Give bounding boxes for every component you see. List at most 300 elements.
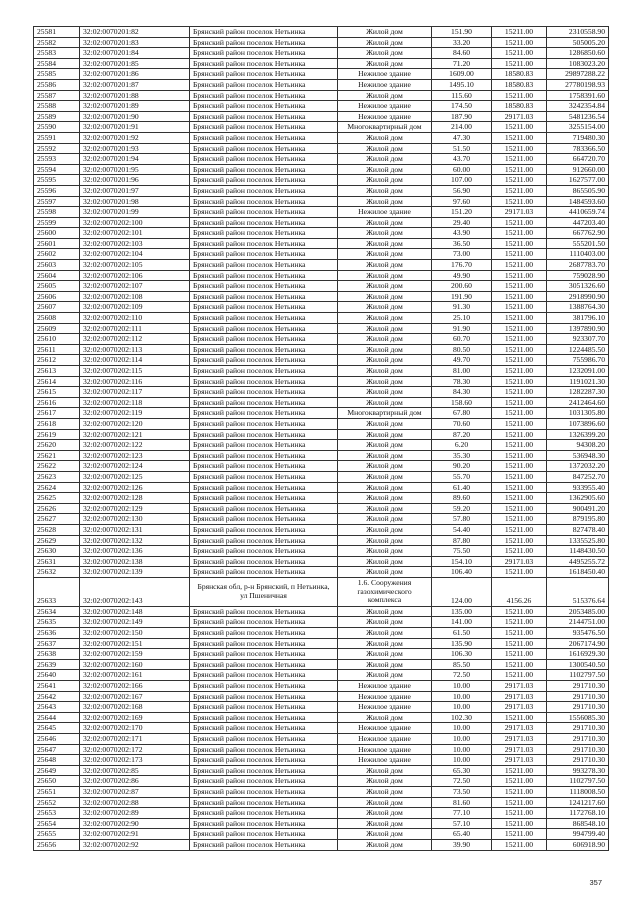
cell-value: 5481236.54 [547,111,609,122]
cell-type: Жилой дом [338,175,432,186]
cell-area: 25.10 [432,313,492,324]
table-row [34,482,609,493]
cell-area: 57.80 [432,514,492,525]
cell-num: 25605 [34,281,80,292]
cell-type: Нежилое здание [338,744,432,755]
cell-addr: Брянский район поселок Нетьинка [190,493,338,504]
table-row [34,154,609,165]
cell-cad: 32:02:0070201:92 [80,132,190,143]
table-row [34,101,609,112]
cell-num: 25627 [34,514,80,525]
cell-rate: 15211.00 [492,249,547,260]
cell-addr: Брянский район поселок Нетьинка [190,755,338,766]
cell-value: 923307.70 [547,334,609,345]
cell-cad: 32:02:0070201:87 [80,79,190,90]
cell-cad: 32:02:0070202:129 [80,503,190,514]
cell-rate: 15211.00 [492,132,547,143]
table-row [34,175,609,186]
cell-area: 61.40 [432,482,492,493]
cell-rate: 15211.00 [492,535,547,546]
cell-rate: 15211.00 [492,546,547,557]
cell-addr: Брянский район поселок Нетьинка [190,482,338,493]
cell-addr: Брянский район поселок Нетьинка [190,37,338,48]
cell-cad: 32:02:0070202:130 [80,514,190,525]
cell-type: Жилой дом [338,196,432,207]
cell-type: Жилой дом [338,366,432,377]
cell-area: 29.40 [432,217,492,228]
cell-rate: 15211.00 [492,270,547,281]
cell-cad: 32:02:0070202:168 [80,702,190,713]
cell-rate: 29171.03 [492,111,547,122]
cell-area: 60.00 [432,164,492,175]
cell-cad: 32:02:0070202:105 [80,260,190,271]
table-row [34,567,609,578]
cell-addr: Брянский район поселок Нетьинка [190,649,338,660]
cell-addr: Брянский район поселок Нетьинка [190,101,338,112]
cell-num: 25649 [34,765,80,776]
cell-num: 25614 [34,376,80,387]
cell-rate: 15211.00 [492,482,547,493]
cell-cad: 32:02:0070202:166 [80,681,190,692]
cell-area: 47.30 [432,132,492,143]
cell-num: 25613 [34,366,80,377]
cell-num: 25587 [34,90,80,101]
cell-rate: 15211.00 [492,567,547,578]
cell-cad: 32:02:0070202:131 [80,524,190,535]
cell-value: 935476.50 [547,628,609,639]
cell-num: 25612 [34,355,80,366]
table-row [34,270,609,281]
cell-rate: 15211.00 [492,776,547,787]
cell-addr: Брянский район поселок Нетьинка [190,471,338,482]
cell-value: 1326399.20 [547,429,609,440]
cell-area: 89.60 [432,493,492,504]
cell-cad: 32:02:0070201:83 [80,37,190,48]
cell-addr: Брянский район поселок Нетьинка [190,440,338,451]
cell-rate: 15211.00 [492,514,547,525]
cell-cad: 32:02:0070202:119 [80,408,190,419]
cell-num: 25653 [34,808,80,819]
cell-area: 59.20 [432,503,492,514]
table-row [34,58,609,69]
cell-value: 1224485.50 [547,344,609,355]
cell-type: Нежилое здание [338,681,432,692]
cell-num: 25588 [34,101,80,112]
table-row [34,376,609,387]
cell-num: 25598 [34,207,80,218]
cell-addr: Брянский район поселок Нетьинка [190,567,338,578]
table-row [34,366,609,377]
cell-value: 3255154.00 [547,122,609,133]
cell-value: 291710.30 [547,744,609,755]
cell-num: 25654 [34,818,80,829]
cell-type: Жилой дом [338,839,432,850]
cell-area: 71.20 [432,58,492,69]
cell-addr: Брянский район поселок Нетьинка [190,302,338,313]
cell-rate: 15211.00 [492,839,547,850]
cell-value: 536948.30 [547,450,609,461]
cell-num: 25622 [34,461,80,472]
cell-area: 65.40 [432,829,492,840]
cell-cad: 32:02:0070202:106 [80,270,190,281]
cell-cad: 32:02:0070201:86 [80,69,190,80]
cell-value: 555201.50 [547,238,609,249]
cell-type: Жилой дом [338,617,432,628]
cell-value: 3242354.84 [547,101,609,112]
table-row [34,755,609,766]
cell-type: Жилой дом [338,797,432,808]
cell-type: Жилой дом [338,334,432,345]
cell-num: 25644 [34,712,80,723]
table-row [34,606,609,617]
cell-cad: 32:02:0070202:90 [80,818,190,829]
cell-num: 25581 [34,27,80,38]
cell-num: 25608 [34,313,80,324]
cell-cad: 32:02:0070201:97 [80,185,190,196]
cell-area: 54.40 [432,524,492,535]
table-row [34,617,609,628]
cell-rate: 15211.00 [492,429,547,440]
cell-addr: Брянский район поселок Нетьинка [190,175,338,186]
cell-num: 25623 [34,471,80,482]
cell-value: 1118008.50 [547,786,609,797]
cell-type: Жилой дом [338,546,432,557]
cell-value: 1362905.60 [547,493,609,504]
cell-area: 87.20 [432,429,492,440]
cell-area: 80.50 [432,344,492,355]
cell-value: 664720.70 [547,154,609,165]
cell-type: Жилой дом [338,471,432,482]
cell-value: 868548.10 [547,818,609,829]
cell-rate: 29171.03 [492,691,547,702]
cell-num: 25643 [34,702,80,713]
cell-area: 10.00 [432,744,492,755]
cell-cad: 32:02:0070202:91 [80,829,190,840]
table-row [34,90,609,101]
cell-addr: Брянский район поселок Нетьинка [190,514,338,525]
cell-area: 33.20 [432,37,492,48]
cell-area: 91.30 [432,302,492,313]
cell-type: Жилой дом [338,482,432,493]
cell-cad: 32:02:0070202:115 [80,366,190,377]
cell-rate: 15211.00 [492,260,547,271]
cell-num: 25589 [34,111,80,122]
cell-addr: Брянский район поселок Нетьинка [190,702,338,713]
cell-addr: Брянский район поселок Нетьинка [190,90,338,101]
cell-num: 25599 [34,217,80,228]
cell-cad: 32:02:0070201:99 [80,207,190,218]
cell-type: Жилой дом [338,712,432,723]
cell-cad: 32:02:0070202:112 [80,334,190,345]
cell-rate: 15211.00 [492,122,547,133]
cell-cad: 32:02:0070201:93 [80,143,190,154]
cell-value: 1484593.60 [547,196,609,207]
cadastral-value-table [33,26,609,851]
cell-type: Жилой дом [338,132,432,143]
cell-type: Жилой дом [338,313,432,324]
cell-area: 51.50 [432,143,492,154]
cell-addr: Брянский район поселок Нетьинка [190,418,338,429]
cell-cad: 32:02:0070202:143 [80,577,190,606]
cell-area: 124.00 [432,577,492,606]
cell-rate: 15211.00 [492,185,547,196]
cell-addr: Брянский район поселок Нетьинка [190,681,338,692]
table-row [34,238,609,249]
cell-num: 25619 [34,429,80,440]
cell-rate: 15211.00 [492,387,547,398]
cell-type: Жилой дом [338,270,432,281]
cell-addr: Брянский район поселок Нетьинка [190,397,338,408]
cell-type: Жилой дом [338,765,432,776]
cell-num: 25610 [34,334,80,345]
table-row [34,493,609,504]
cell-area: 73.00 [432,249,492,260]
cell-area: 39.90 [432,839,492,850]
cell-rate: 15211.00 [492,786,547,797]
cell-addr: Брянский район поселок Нетьинка [190,659,338,670]
cell-addr: Брянский район поселок Нетьинка [190,249,338,260]
cell-type: Жилой дом [338,808,432,819]
cell-addr: Брянская обл, р-н Брянский, п Нетьинка, ул Пшеничная [190,577,338,606]
cell-type: Нежилое здание [338,79,432,90]
cell-num: 25629 [34,535,80,546]
table-row [34,228,609,239]
cell-rate: 15211.00 [492,712,547,723]
cell-num: 25633 [34,577,80,606]
cell-rate: 4156.26 [492,577,547,606]
cell-cad: 32:02:0070202:170 [80,723,190,734]
cell-value: 1618450.40 [547,567,609,578]
cell-area: 158.60 [432,397,492,408]
cell-area: 191.90 [432,291,492,302]
cell-type: Жилой дом [338,48,432,59]
cell-cad: 32:02:0070202:107 [80,281,190,292]
table-row [34,397,609,408]
cell-type: 1.6. Сооружения газохимического комплекса [338,577,432,606]
cell-value: 827478.40 [547,524,609,535]
cell-area: 73.50 [432,786,492,797]
cell-num: 25637 [34,638,80,649]
cell-area: 87.80 [432,535,492,546]
cell-type: Жилой дом [338,786,432,797]
cell-num: 25652 [34,797,80,808]
cell-type: Жилой дом [338,440,432,451]
cell-addr: Брянский район поселок Нетьинка [190,291,338,302]
cell-type: Жилой дом [338,638,432,649]
cell-type: Жилой дом [338,164,432,175]
cell-num: 25636 [34,628,80,639]
cell-num: 25584 [34,58,80,69]
table-row [34,776,609,787]
cell-area: 10.00 [432,723,492,734]
cell-value: 2918990.90 [547,291,609,302]
cell-rate: 15211.00 [492,217,547,228]
cell-addr: Брянский район поселок Нетьинка [190,79,338,90]
cell-num: 25630 [34,546,80,557]
table-row [34,734,609,745]
cell-type: Жилой дом [338,429,432,440]
cell-rate: 15211.00 [492,765,547,776]
cell-value: 2067174.90 [547,638,609,649]
cell-area: 67.80 [432,408,492,419]
cell-value: 94308.20 [547,440,609,451]
cell-type: Жилой дом [338,524,432,535]
cell-num: 25634 [34,606,80,617]
cell-value: 1172768.10 [547,808,609,819]
table-row [34,122,609,133]
cell-area: 135.00 [432,606,492,617]
cell-area: 91.90 [432,323,492,334]
cell-cad: 32:02:0070202:117 [80,387,190,398]
cell-area: 84.60 [432,48,492,59]
cell-rate: 15211.00 [492,524,547,535]
cell-addr: Брянский район поселок Нетьинка [190,334,338,345]
cell-num: 25592 [34,143,80,154]
cell-num: 25607 [34,302,80,313]
cell-num: 25604 [34,270,80,281]
cell-area: 10.00 [432,691,492,702]
cell-area: 10.00 [432,755,492,766]
table-row [34,829,609,840]
cell-rate: 15211.00 [492,355,547,366]
table-row [34,786,609,797]
table-row [34,440,609,451]
cell-num: 25628 [34,524,80,535]
cell-rate: 29171.03 [492,207,547,218]
cell-value: 291710.30 [547,734,609,745]
cell-addr: Брянский район поселок Нетьинка [190,344,338,355]
cell-num: 25624 [34,482,80,493]
cell-rate: 15211.00 [492,440,547,451]
cell-type: Нежилое здание [338,723,432,734]
cell-num: 25616 [34,397,80,408]
table-row [34,514,609,525]
cell-rate: 15211.00 [492,164,547,175]
cell-value: 606918.90 [547,839,609,850]
cell-type: Жилой дом [338,649,432,660]
cell-num: 25635 [34,617,80,628]
table-row [34,797,609,808]
cell-value: 2412464.60 [547,397,609,408]
cell-rate: 15211.00 [492,58,547,69]
cell-value: 847252.70 [547,471,609,482]
cell-addr: Брянский район поселок Нетьинка [190,617,338,628]
cell-num: 25601 [34,238,80,249]
table-row [34,503,609,514]
cell-type: Жилой дом [338,355,432,366]
cell-addr: Брянский район поселок Нетьинка [190,829,338,840]
cell-addr: Брянский район поселок Нетьинка [190,734,338,745]
cell-type: Жилой дом [338,376,432,387]
cell-rate: 15211.00 [492,808,547,819]
cell-rate: 15211.00 [492,90,547,101]
cell-num: 25648 [34,755,80,766]
cell-cad: 32:02:0070202:89 [80,808,190,819]
cell-rate: 15211.00 [492,154,547,165]
cell-type: Жилой дом [338,418,432,429]
cell-area: 141.00 [432,617,492,628]
cell-area: 55.70 [432,471,492,482]
cell-num: 25626 [34,503,80,514]
cell-value: 1397890.90 [547,323,609,334]
cell-value: 1616929.30 [547,649,609,660]
cell-area: 60.70 [432,334,492,345]
table-row [34,524,609,535]
cell-num: 25625 [34,493,80,504]
cell-addr: Брянский район поселок Нетьинка [190,313,338,324]
cell-addr: Брянский район поселок Нетьинка [190,712,338,723]
cell-area: 6.20 [432,440,492,451]
cell-type: Жилой дом [338,344,432,355]
cell-value: 1286850.60 [547,48,609,59]
cell-num: 25600 [34,228,80,239]
cell-type: Жилой дом [338,567,432,578]
cell-type: Жилой дом [338,281,432,292]
cell-cad: 32:02:0070202:132 [80,535,190,546]
cell-cad: 32:02:0070202:123 [80,450,190,461]
cell-rate: 15211.00 [492,638,547,649]
table-row [34,291,609,302]
cell-rate: 15211.00 [492,659,547,670]
cell-value: 1627577.00 [547,175,609,186]
cell-rate: 29171.03 [492,556,547,567]
cell-type: Жилой дом [338,776,432,787]
cell-cad: 32:02:0070202:116 [80,376,190,387]
cell-addr: Брянский район поселок Нетьинка [190,366,338,377]
cell-num: 25582 [34,37,80,48]
cell-num: 25621 [34,450,80,461]
cell-type: Жилой дом [338,493,432,504]
cell-num: 25632 [34,567,80,578]
cell-value: 2053485.00 [547,606,609,617]
cell-rate: 29171.03 [492,744,547,755]
cell-area: 49.90 [432,270,492,281]
cell-type: Жилой дом [338,829,432,840]
cell-value: 993278.30 [547,765,609,776]
cell-type: Жилой дом [338,556,432,567]
cell-cad: 32:02:0070201:90 [80,111,190,122]
cell-area: 78.30 [432,376,492,387]
cell-num: 25615 [34,387,80,398]
cell-type: Жилой дом [338,143,432,154]
cell-type: Жилой дом [338,450,432,461]
cell-rate: 15211.00 [492,617,547,628]
cell-cad: 32:02:0070202:139 [80,567,190,578]
cell-cad: 32:02:0070202:149 [80,617,190,628]
table-row [34,659,609,670]
cell-type: Многоквартирный дом [338,122,432,133]
cell-cad: 32:02:0070202:113 [80,344,190,355]
cell-value: 1148430.50 [547,546,609,557]
cell-num: 25603 [34,260,80,271]
cell-rate: 29171.03 [492,681,547,692]
table-row [34,281,609,292]
cell-value: 1335525.80 [547,535,609,546]
table-row [34,143,609,154]
cell-type: Жилой дом [338,238,432,249]
cell-rate: 15211.00 [492,302,547,313]
table-row [34,132,609,143]
cell-type: Жилой дом [338,90,432,101]
table-row [34,344,609,355]
cell-area: 154.10 [432,556,492,567]
cell-value: 291710.30 [547,691,609,702]
cell-cad: 32:02:0070202:86 [80,776,190,787]
cell-rate: 15211.00 [492,238,547,249]
cell-addr: Брянский район поселок Нетьинка [190,638,338,649]
table-row [34,79,609,90]
cell-cad: 32:02:0070201:91 [80,122,190,133]
